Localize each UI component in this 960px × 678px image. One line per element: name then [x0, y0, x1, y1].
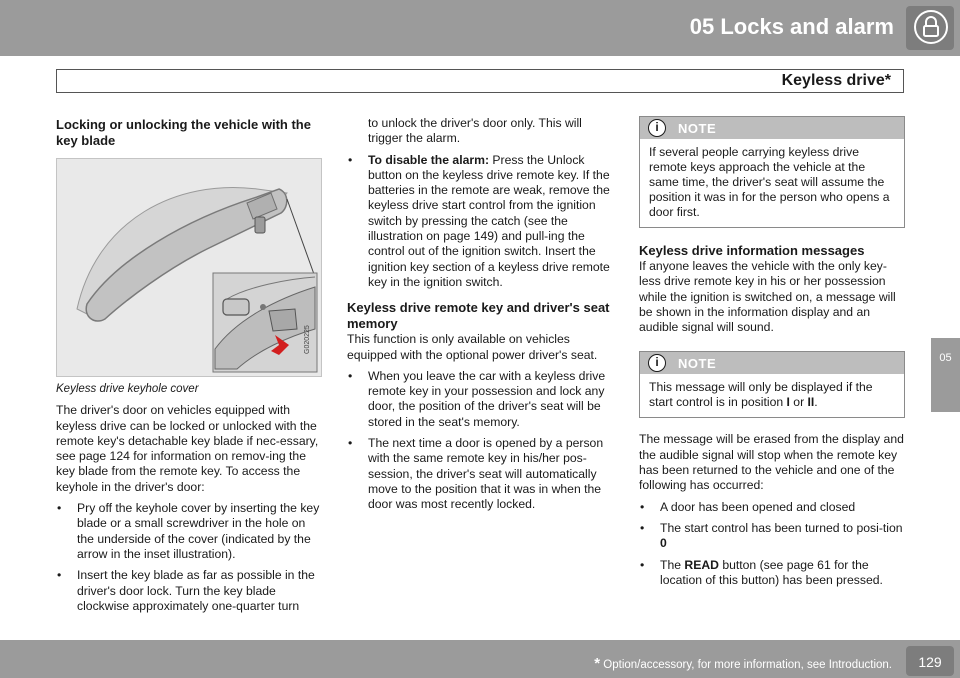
page-number-box	[906, 646, 954, 676]
message-erased-paragraph: The message will be erased from the display and the audible signal will stop when the remote key has been returned to the vehicle and one of the following has occurred:	[639, 432, 904, 493]
disable-alarm-list	[347, 153, 615, 291]
list-item: • When you leave the car with a keyless drive remote key in your possession and lock any door, the position of the driver's seat will be stored in the seat's memory.	[348, 368, 606, 429]
column-2	[347, 116, 615, 519]
conditions-list	[639, 500, 905, 588]
section-bar	[56, 69, 904, 93]
list-item: • Insert the key blade as far as possible in the driver's door lock. Turn the key blade clockwise approximately one-quarter turn	[57, 568, 315, 613]
heading-seat-memory: Keyless drive remote key and driver's seat memory	[347, 300, 610, 332]
door-handle-illustration	[57, 159, 321, 376]
figure-code: G020225	[304, 325, 311, 354]
info-icon: i	[648, 354, 666, 372]
column-1	[56, 117, 322, 620]
continuation-text: to unlock the driver's door only. This will trigger the alarm.	[368, 116, 582, 146]
note-header	[640, 352, 904, 374]
column-3	[639, 116, 905, 594]
note-text: This message will only be displayed if the start control is in position I or II.	[649, 380, 873, 410]
list-item: • The start control has been turned to posi-tion 0	[640, 520, 903, 551]
side-tab-label: 05	[939, 352, 952, 364]
steps-list	[56, 501, 322, 614]
footnote: * Option/accessory, for more information, see Introduction.	[594, 655, 892, 672]
note-label: NOTE	[678, 121, 717, 136]
list-item: • A door has been opened and closed	[640, 499, 856, 514]
lock-icon	[906, 6, 954, 50]
list-item: • Pry off the keyhole cover by inserting the key blade or a small screwdriver in the hole on the underside of the cover (indicated by the arrow in the inset illustration).	[57, 501, 320, 561]
padlock-icon	[916, 12, 946, 42]
lock-icon-ring	[914, 10, 948, 44]
section-title: Keyless drive*	[781, 72, 891, 89]
list-item: • To disable the alarm: Press the Unlock button on the keyless drive remote key. If the batteries in the remote are weak, remove the keyless drive start control from the ignition switch by pressing the catch (see the illustration on page 149) and pull-ing the control out of the ignition switch. Insert the ignition key section of a keyless drive remote key in the ignition switch.	[348, 152, 610, 289]
list-item: • The next time a door is opened by a person with the same remote key in his/her pos-session, the driver's seat will automatically move to the position that it was in when the door was most recently locked.	[348, 436, 604, 512]
info-icon: i	[648, 119, 666, 137]
heading-info-messages: Keyless drive information messages	[639, 243, 865, 258]
footer-band	[0, 640, 960, 678]
chapter-title: 05 Locks and alarm	[689, 14, 894, 39]
chapter-side-tab	[931, 338, 960, 412]
note-text: If several people carrying keyless drive remote keys approach the vehicle at the same time, the driver's seat will assume the position it was in for the person who opens a door first.	[649, 145, 890, 219]
header-band	[0, 0, 960, 56]
seat-memory-list	[347, 369, 615, 513]
heading-key-blade: Locking or unlocking the vehicle with the key blade	[56, 117, 311, 148]
seat-memory-intro: This function is only available on vehicles equipped with the optional power driver's seat.	[347, 332, 598, 362]
page-number: 129	[918, 654, 942, 670]
keyhole-cover-illustration	[56, 158, 322, 377]
list-item: • The READ button (see page 61 for the location of this button) has been pressed.	[640, 557, 883, 587]
note-box	[639, 351, 905, 418]
note-label: NOTE	[678, 356, 717, 372]
note-header	[640, 117, 904, 139]
figure-caption: Keyless drive keyhole cover	[56, 383, 199, 395]
intro-paragraph: The driver's door on vehicles equipped with keyless drive can be locked or unlocked with the remote key's detachable key blade if nec-essary, see page 124 for information on remov-ing the key blade from the remote key. To access the keyhole in the driver's door:	[56, 403, 319, 494]
note-box	[639, 116, 905, 228]
info-messages-paragraph: If anyone leaves the vehicle with the only key-less drive remote key in his or her possession while the ignition is switched on, a message will be shown in the information display and an audible signal will sound.	[639, 259, 896, 335]
